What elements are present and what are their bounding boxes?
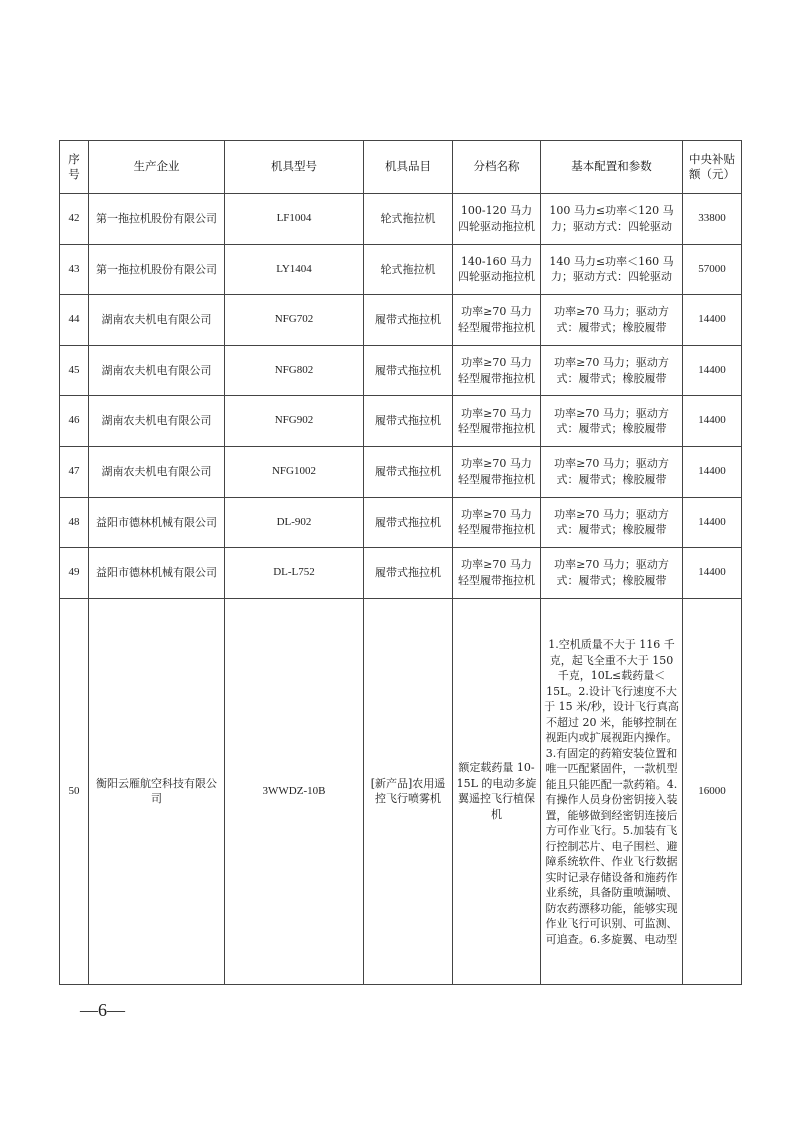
page-number: —6—: [80, 1000, 125, 1020]
header-category: 机具品目: [364, 141, 453, 194]
tier-cell: 功率≥70 马力轻型履带拖拉机: [453, 548, 541, 599]
category-cell: 轮式拖拉机: [364, 244, 453, 295]
header-config: 基本配置和参数: [541, 141, 683, 194]
model-cell: NFG802: [225, 345, 364, 396]
table-row: [60, 295, 742, 346]
config-cell: 功率≥70 马力；驱动方式：履带式；橡胶履带: [541, 497, 683, 548]
config-cell: 功率≥70 马力；驱动方式：履带式；橡胶履带: [541, 548, 683, 599]
table-row: [60, 194, 742, 245]
subsidy-cell: 14400: [683, 548, 742, 599]
table-row: [60, 598, 742, 984]
subsidy-cell: 33800: [683, 194, 742, 245]
subsidy-table: [59, 140, 742, 985]
config-cell: 功率≥70 马力；驱动方式：履带式；橡胶履带: [541, 446, 683, 497]
subsidy-cell: 14400: [683, 295, 742, 346]
category-cell: [新产品]农用遥控飞行喷雾机: [364, 598, 453, 984]
row-number: 44: [60, 295, 89, 346]
row-number: 50: [60, 598, 89, 984]
config-cell: 100 马力≤功率＜120 马力；驱动方式：四轮驱动: [541, 194, 683, 245]
row-number: 47: [60, 446, 89, 497]
category-cell: 履带式拖拉机: [364, 446, 453, 497]
table-row: [60, 548, 742, 599]
tier-cell: 100-120 马力四轮驱动拖拉机: [453, 194, 541, 245]
tier-cell: 140-160 马力四轮驱动拖拉机: [453, 244, 541, 295]
company-cell: 益阳市德林机械有限公司: [89, 497, 225, 548]
company-cell: 湖南农夫机电有限公司: [89, 446, 225, 497]
config-cell: 140 马力≤功率＜160 马力；驱动方式：四轮驱动: [541, 244, 683, 295]
row-number: 43: [60, 244, 89, 295]
row-number: 45: [60, 345, 89, 396]
config-cell: 功率≥70 马力；驱动方式：履带式；橡胶履带: [541, 295, 683, 346]
company-cell: 益阳市德林机械有限公司: [89, 548, 225, 599]
subsidy-cell: 16000: [683, 598, 742, 984]
company-cell: 湖南农夫机电有限公司: [89, 295, 225, 346]
config-cell: 功率≥70 马力；驱动方式：履带式；橡胶履带: [541, 396, 683, 447]
header-company: 生产企业: [89, 141, 225, 194]
company-cell: 第一拖拉机股份有限公司: [89, 244, 225, 295]
company-cell: 湖南农夫机电有限公司: [89, 396, 225, 447]
model-cell: DL-L752: [225, 548, 364, 599]
tier-cell: 功率≥70 马力轻型履带拖拉机: [453, 295, 541, 346]
company-cell: 湖南农夫机电有限公司: [89, 345, 225, 396]
tier-cell: 功率≥70 马力轻型履带拖拉机: [453, 345, 541, 396]
subsidy-cell: 14400: [683, 345, 742, 396]
model-cell: NFG902: [225, 396, 364, 447]
table-row: [60, 345, 742, 396]
subsidy-cell: 14400: [683, 497, 742, 548]
model-cell: 3WWDZ-10B: [225, 598, 364, 984]
header-no: 序号: [60, 141, 89, 194]
category-cell: 轮式拖拉机: [364, 194, 453, 245]
table-header-row: [60, 141, 742, 194]
company-cell: 衡阳云雁航空科技有限公司: [89, 598, 225, 984]
table-row: [60, 446, 742, 497]
category-cell: 履带式拖拉机: [364, 396, 453, 447]
category-cell: 履带式拖拉机: [364, 548, 453, 599]
company-cell: 第一拖拉机股份有限公司: [89, 194, 225, 245]
row-number: 46: [60, 396, 89, 447]
tier-cell: 额定载药量 10-15L 的电动多旋翼遥控飞行植保机: [453, 598, 541, 984]
header-subsidy: 中央补贴额（元）: [683, 141, 742, 194]
row-number: 48: [60, 497, 89, 548]
category-cell: 履带式拖拉机: [364, 497, 453, 548]
tier-cell: 功率≥70 马力轻型履带拖拉机: [453, 446, 541, 497]
row-number: 49: [60, 548, 89, 599]
table-row: [60, 244, 742, 295]
model-cell: LY1404: [225, 244, 364, 295]
category-cell: 履带式拖拉机: [364, 345, 453, 396]
model-cell: LF1004: [225, 194, 364, 245]
category-cell: 履带式拖拉机: [364, 295, 453, 346]
subsidy-cell: 14400: [683, 396, 742, 447]
header-tier: 分档名称: [453, 141, 541, 194]
row-number: 42: [60, 194, 89, 245]
header-model: 机具型号: [225, 141, 364, 194]
model-cell: DL-902: [225, 497, 364, 548]
config-cell: [541, 598, 683, 984]
subsidy-cell: 14400: [683, 446, 742, 497]
subsidy-cell: 57000: [683, 244, 742, 295]
table-row: [60, 497, 742, 548]
table-row: [60, 396, 742, 447]
config-text: 1.空机质量不大于 116 千克，起飞全重不大于 150 千克，10L≤载药量＜15L。2.设计飞行速度不大于 15 米/秒，设计飞行真高不超过 20 米，能够控制在视距内或扩展视距内操作。3.有固定的药箱安装位置和唯一匹配紧固件，一款机型能且只能匹配一款药箱。4.有操作人员身份密钥接入装置，能够做到经密钥连接后方可作业飞行。5.加装有飞行控制芯片、电子围栏、避障系统软件、作业飞行数据实时记录存储设备和施药作业系统，具备防重喷漏喷、防农药漂移功能，能够实现作业飞行可识别、可监测、可追查。6.多旋翼、电动型: [544, 638, 679, 946]
config-cell: 功率≥70 马力；驱动方式：履带式；橡胶履带: [541, 345, 683, 396]
tier-cell: 功率≥70 马力轻型履带拖拉机: [453, 497, 541, 548]
model-cell: NFG1002: [225, 446, 364, 497]
tier-cell: 功率≥70 马力轻型履带拖拉机: [453, 396, 541, 447]
model-cell: NFG702: [225, 295, 364, 346]
